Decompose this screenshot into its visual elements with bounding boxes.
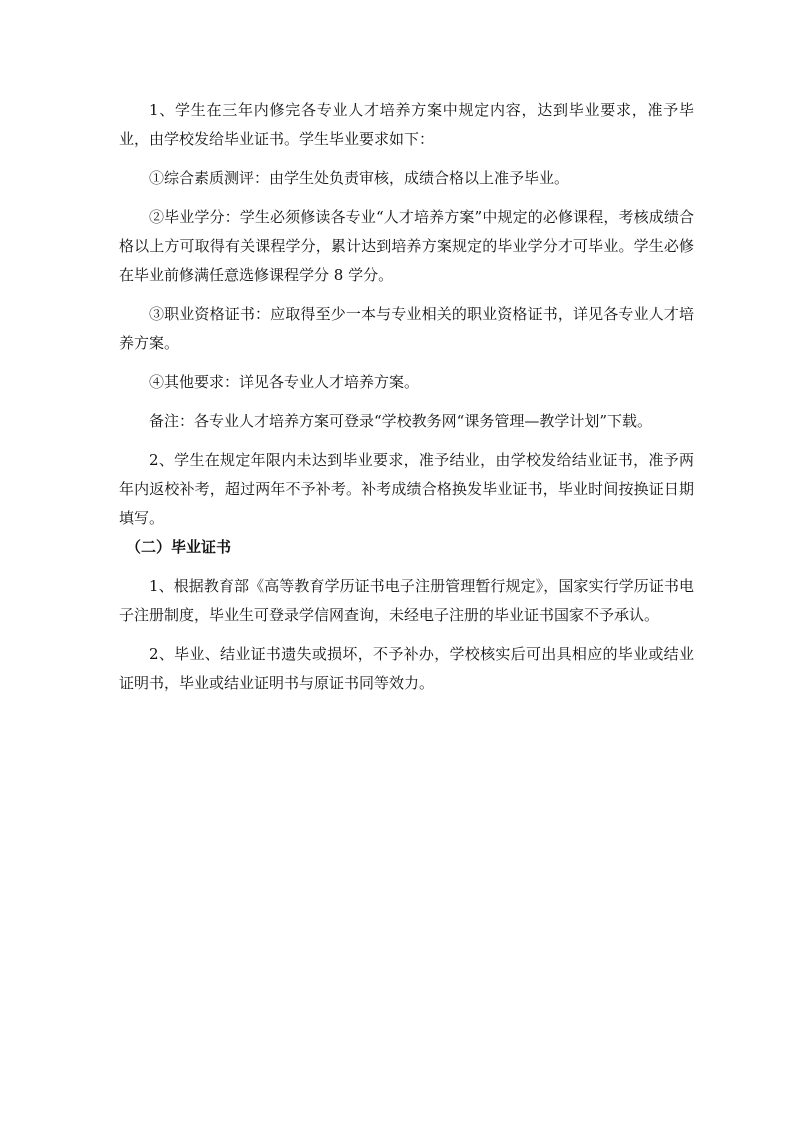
paragraph-electronic-registration: 1、根据教育部《高等教育学历证书电子注册管理暂行规定》，国家实行学历证书电子注册制度，毕业生可登录学信网查询，未经电子注册的毕业证书国家不予承认。 [119,577,694,624]
paragraph-completion-certificate: 2、学生在规定年限内未达到毕业要求，准予结业，由学校发给结业证书，准予两年内返校补考，超过两年不予补考。补考成绩合格换发毕业证书，毕业时间按换证日期填写。 [119,451,694,527]
paragraph-lost-certificate: 2、毕业、结业证书遗失或损坏，不予补办，学校核实后可出具相应的毕业或结业证明书，毕业或结业证明书与原证书同等效力。 [119,645,694,692]
section-heading-graduation-certificate: （二）毕业证书 [126,538,232,556]
document-body [119,96,694,698]
paragraph-quality-assessment: ①综合素质测评：由学生处负责审核，成绩合格以上准予毕业。 [149,169,570,187]
paragraph-remark: 备注：各专业人才培养方案可登录“学校教务网“课务管理—教学计划”下载。 [149,412,653,430]
paragraph-graduation-credits: ②毕业学分：学生必须修读各专业“人才培养方案”中规定的必修课程，考核成绩合格以上方可取得有关课程学分，累计达到培养方案规定的毕业学分才可毕业。学生必修在毕业前修满任意选修课程学分 8 学分。 [119,208,694,284]
paragraph-vocational-certificate: ③职业资格证书：应取得至少一本与专业相关的职业资格证书，详见各专业人才培养方案。 [119,305,694,352]
paragraph-graduation-requirements: 1、学生在三年内修完各专业人才培养方案中规定内容，达到毕业要求，准予毕业，由学校发给毕业证书。学生毕业要求如下： [119,101,694,148]
paragraph-other-requirements: ④其他要求：详见各专业人才培养方案。 [149,373,420,391]
